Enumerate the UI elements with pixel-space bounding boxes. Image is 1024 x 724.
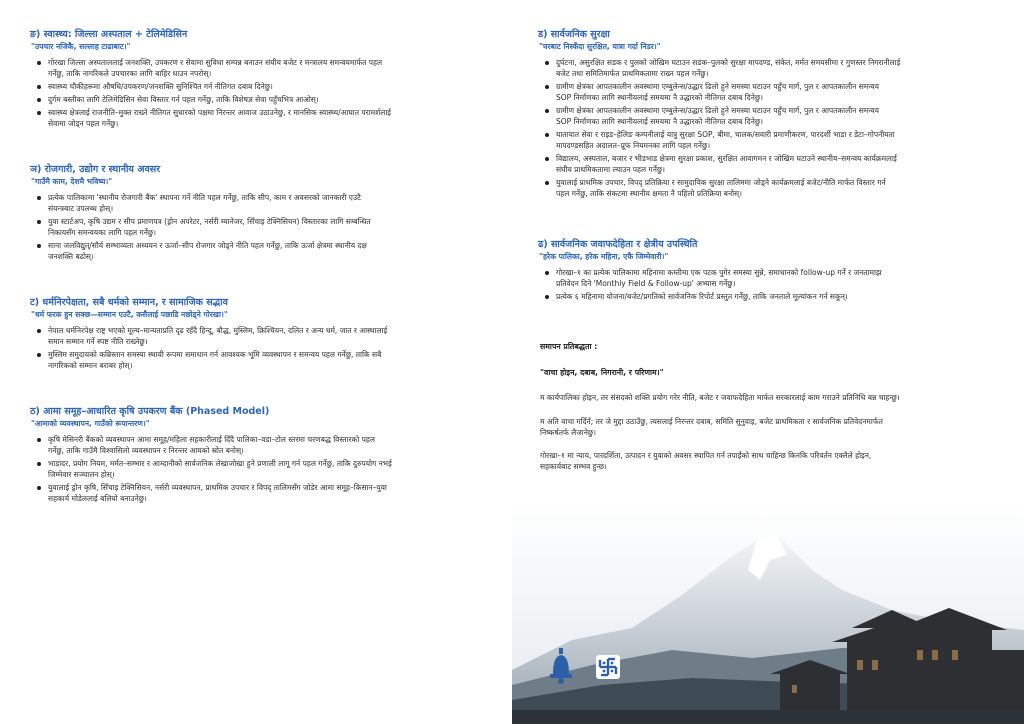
bullet-dot-icon (37, 244, 41, 248)
bullet-line: संयन्त्रबाट उपलब्ध होस्। (48, 204, 114, 213)
bullet-line: जिम्मेवार सञ्चालन होस्। (48, 470, 115, 479)
bullet-item (538, 129, 1008, 151)
paragraph-line: म अति वाचा गर्दिनँ; तर जे मुद्दा उठाउँछु, त्यसलाई निरन्तर दबाब, समिति सुनुवाइ, बजेट प्राथमिकता र सार्वजनिक प्रतिवेदनमार्फत (540, 417, 883, 426)
section-title: ड) सार्वजनिक सुरक्षा (538, 29, 610, 40)
commitment-heading: समापन प्रतिबद्धता : (540, 342, 598, 351)
section-title: ठ) आमा समूह–आधारित कृषि उपकरण बैंक (Phased Model) (30, 406, 270, 417)
bullet-item (30, 216, 490, 238)
bullet-item (30, 94, 490, 105)
paragraph-line: निष्कर्षतर्फ लैजानेछु। (540, 428, 596, 437)
bullet-item (30, 192, 490, 214)
bullet-dot-icon (545, 85, 549, 89)
swastika-icon (596, 655, 620, 679)
bullet-item (30, 434, 490, 456)
bullet-list (30, 192, 490, 262)
bullet-line: SOP निर्माणका लागि स्थानीयलाई समयमा नै उद्धारको नीतिगत दबाब दिनेछु। (556, 117, 763, 126)
commitment-paragraph (540, 416, 1006, 438)
bullet-line: समान सम्मान गर्ने स्पष्ट नीति राख्नेछु। (48, 337, 148, 346)
bullet-list (30, 57, 490, 129)
bullet-item (538, 81, 1008, 103)
section-employment (30, 163, 490, 264)
bullet-line: युवालाई ड्रोन कृषि, सिँचाइ टेक्निसियन, नर्सरी व्यवस्थापन, प्राथमिक उपचार र विपद् तालिमसँग जोडेर आमा समूह–किसान–युवा (48, 483, 387, 492)
bullet-line: युवा स्टार्टअप, कृषि उद्यम र सीप प्रमाणपत्र (ड्रोन अपरेटर, नर्सरी म्यानेजर, सिँचाइ टेक्निसियन) विस्तारका लागि सम्बन्धित (48, 217, 371, 226)
bullet-dot-icon (545, 157, 549, 161)
bullet-dot-icon (545, 295, 549, 299)
bullet-dot-icon (37, 61, 41, 65)
section-title: ञ) रोजगारी, उद्योग र स्थानीय अवसर (30, 164, 161, 175)
bullet-line: नेपाल धर्मनिरपेक्ष राष्ट्र भएको मूल्य–मान्यताप्रति दृढ रहँदै हिन्दू, बौद्ध, मुस्लिम, क्रिश्चियन, दलित र अन्य धर्म, जात र आस्थालाई (48, 326, 388, 335)
bullet-item (538, 153, 1008, 175)
bullet-line: गोरखा–१ का प्रत्येक पालिकामा महिनामा कम्तीमा एक पटक पुगेर समस्या सुन्ने, समाधानको follow-up गर्ने र जनतामाझ (556, 268, 882, 277)
commitment-quote: "वाचा होइन, दबाब, निगरानी, र परिणाम।" (540, 368, 664, 377)
bullet-line: SOP निर्माणका लागि स्थानीयलाई समयमा नै उद्धारको नीतिगत दबाब दिनेछु। (556, 93, 763, 102)
section-slogan: "धर्म फरक हुन सक्छ—सम्मान एउटै, कसैलाई पछाडि नछोड्ने गोरखा।" (31, 310, 228, 319)
bullet-line: युवालाई प्राथमिक उपचार, विपद् प्रतिक्रिया र सामुदायिक सुरक्षा तालिममा जोड्ने कार्यक्रमलाई बजेट/नीति मार्फत विस्तार गर्न (556, 178, 886, 187)
bullet-line: मुस्लिम समुदायको कब्रिस्तान समस्या स्थायी रूपमा समाधान गर्न आवश्यक भूमि व्यवस्थापन र समन्वय पहल गर्नेछु, ताकि सबै (48, 350, 382, 359)
bullet-item (30, 240, 490, 262)
bullet-line: प्रतिवेदन दिने 'Monthly Field & Follow-up' अभ्यास गर्नेछु। (556, 279, 736, 288)
bullet-dot-icon (545, 181, 549, 185)
bullet-line: निकायसँग समन्वयका लागि पहल गर्नेछु। (48, 228, 157, 237)
bullet-dot-icon (37, 353, 41, 357)
bullet-line: गर्नेछु, ताकि गाउँमै विश्वासिलो व्यवस्थापन र निरन्तर आयको स्रोत बनोस्। (48, 446, 244, 455)
bullet-dot-icon (37, 85, 41, 89)
bullet-list (538, 57, 1008, 199)
bullet-line: सहकार्य मोडेललाई बलियो बनाउनेछु। (48, 494, 147, 503)
bullet-line: गोरखा जिल्ला अस्पताललाई जनशक्ति, उपकरण र सेवामा सुविधा सम्पन्न बनाउन संघीय बजेट र मन्त्रालय समन्वयमार्फत पहल (48, 58, 383, 67)
bullet-dot-icon (545, 61, 549, 65)
bullet-line: साना जलविद्युत्/सौर्य सम्भाव्यता अध्ययन र ऊर्जा–सीप रोजगार जोड्ने नीति पहल गर्नेछु, ताकि ऊर्जा क्षेत्रमा स्थानीय दक्ष (48, 241, 367, 250)
bullet-item (30, 349, 490, 371)
bullet-line: प्रत्येक पालिकामा 'स्थानीय रोजगारी बैंक' स्थापना गर्ने नीति पहल गर्नेछु, ताकि सीप, काम र अवसरको जानकारी एउटै (48, 193, 361, 202)
paragraph-line: गोरखा–१ मा न्याय, पारदर्शिता, उत्पादन र युवाको अवसर स्थापित गर्न तपाईंको साथ चाहिन्छ किनकि परिवर्तन एक्लैले होइन, (540, 451, 872, 460)
bullet-line: ग्रामीण क्षेत्रका आपतकालीन अवस्थामा एम्बुलेन्स/उद्धार ढिलो हुने समस्या घटाउन पहुँच मार्ग, पुल र आपतकालीन समन्वय (556, 82, 880, 91)
bullet-line: जनशक्ति बढोस्। (48, 252, 94, 261)
bullet-line: स्वास्थ्य क्षेत्रलाई राजनीति–मुक्त राख्ने नीतिगत सुधारको पक्षमा निरन्तर आवाज उठाउनेछु, र मानसिक स्वास्थ्य/आघात परामर्शलाई (48, 108, 391, 117)
bullet-item (30, 458, 490, 480)
section-title: ङ) स्वास्थ्य: जिल्ला अस्पताल + टेलिमेडिसिन (30, 29, 188, 40)
paragraph-line: सहकार्यबाट सम्भव हुन्छ। (540, 462, 607, 471)
bullet-line: संघीय प्राथमिकतामा ल्याउन पहल गर्नेछु। (556, 165, 665, 174)
section-slogan: "घरबाट निस्कँदा सुरक्षित, यात्रा गर्दा निडर।" (539, 42, 661, 51)
bullet-item (538, 291, 1008, 302)
bullet-item (30, 107, 490, 129)
bullet-line: प्रत्येक ६ महिनामा योजना/बजेट/प्रगतिको सार्वजनिक रिपोर्ट प्रस्तुत गर्नेछु, ताकि जनताले मूल्यांकन गर्न सकून्। (556, 292, 848, 301)
section-title: ट) धर्मनिरपेक्षता, सबै धर्मको सम्मान, र सामाजिक सद्भाव (30, 297, 228, 308)
commitment-paragraph (540, 450, 1006, 472)
bullet-line: नागरिकको सम्मान बराबर होस्। (48, 361, 133, 370)
bullet-line: दुर्गम बस्तीका लागि टेलिमेडिसिन सेवा विस्तार गर्न पहल गर्नेछु, ताकि विशेषज्ञ सेवा पहुँचभित्र आओस्। (48, 95, 319, 104)
bullet-line: पहल गर्नेछु, ताकि संकटमा स्थानीय क्षमता नै पहिलो प्रतिक्रिया बनोस्। (556, 189, 742, 198)
bullet-list (30, 325, 490, 371)
bullet-item (538, 267, 1008, 289)
mountain-temple-illustration (512, 500, 1024, 724)
section-slogan: "हरेक पालिका, हरेक महिना, एकै जिम्मेवारी।" (539, 252, 669, 261)
bullet-line: ग्रामीण क्षेत्रका आपतकालीन अवस्थामा एम्बुलेन्स/उद्धार ढिलो हुने समस्या घटाउन पहुँच मार्ग, पुल र आपतकालीन समन्वय (556, 106, 880, 115)
section-slogan: "आमाको व्यवस्थापन, गाउँको रूपान्तरण।" (31, 419, 150, 428)
section-secularism (30, 296, 490, 373)
bullet-item (538, 177, 1008, 199)
bullet-dot-icon (37, 486, 41, 490)
bullet-line: भाडादर, प्रयोग नियम, मर्मत–सम्भार र आम्दानीको सार्वजनिक लेखाजोखा हुने प्रणाली लागू गर्न पहल गर्नेछु, ताकि दुरुपयोग नभई (48, 459, 392, 468)
bullet-line: गर्नेछु, ताकि नागरिकले उपचारका लागि बाहिर धाउन नपरोस्। (48, 69, 212, 78)
bell-icon (548, 648, 574, 688)
bullet-dot-icon (37, 462, 41, 466)
bullet-dot-icon (37, 438, 41, 442)
section-slogan: "गाउँमै काम, देशमै भविष्य।" (31, 177, 113, 186)
bullet-dot-icon (545, 109, 549, 113)
bullet-line: बजेट तथा समितिमार्फत प्राथमिकतामा राख्न पहल गर्नेछु। (556, 69, 709, 78)
bullet-item (30, 81, 490, 92)
closing-commitment (540, 342, 1006, 472)
section-public-safety (538, 28, 1008, 201)
bullet-item (538, 105, 1008, 127)
bullet-dot-icon (37, 98, 41, 102)
bullet-list (538, 267, 1008, 302)
bullet-item (30, 482, 490, 504)
bullet-line: दुर्घटना, असुरक्षित सडक र पुलको जोखिम घटाउन सडक–पुलको सुरक्षा मापदण्ड, संकेत, मर्मत समयसीमा र गुणस्तर निगरानीलाई (556, 58, 901, 67)
bullet-line: स्वास्थ्य चौकीहरूमा औषधि/उपकरण/जनशक्ति सुनिश्चित गर्न नीतिगत दबाब दिनेछु। (48, 82, 273, 91)
bullet-item (538, 57, 1008, 79)
bullet-list (30, 434, 490, 504)
commitment-paragraph: म कार्यपालिका होइन, तर संसदको शक्ति प्रयोग गरेर नीति, बजेट र जवाफदेहिता मार्फत सरकारलाई काम गराउने प्रतिनिधि बन्न चाहन्छु। (540, 393, 900, 402)
bullet-line: सेवामा जोड्न पहल गर्नेछु। (48, 119, 119, 128)
bullet-dot-icon (37, 111, 41, 115)
bullet-dot-icon (37, 196, 41, 200)
section-agri-bank (30, 405, 490, 506)
bullet-item (30, 325, 490, 347)
section-slogan: "उपचार नजिकै, सल्लाह टाढाबाट।" (31, 42, 131, 51)
section-title: ढ) सार्वजनिक जवाफदेहिता र क्षेत्रीय उपस्थिति (538, 239, 698, 250)
bullet-item (30, 57, 490, 79)
bullet-dot-icon (545, 271, 549, 275)
bullet-dot-icon (37, 329, 41, 333)
bullet-line: यातायात सेवा र राइड–हेलिङ कम्पनीलाई यात्रु सुरक्षा SOP, बीमा, चालक/सवारी प्रमाणीकरण, पारदर्शी भाडा र डेटा–गोपनीयता (556, 130, 895, 139)
bullet-line: मापदण्डसहित अदालत–प्रूफ नियमनका लागि पहल गर्नेछु। (556, 141, 711, 150)
section-accountability (538, 238, 1008, 304)
bullet-dot-icon (545, 133, 549, 137)
bullet-line: कृषि मेसिनरी बैंकको व्यवस्थापन आमा समूह/महिला सहकारीलाई दिँदै पालिका–वडा–टोल स्तरमा चरणबद्ध विस्तारको पहल (48, 435, 375, 444)
bullet-dot-icon (37, 220, 41, 224)
section-health (30, 28, 490, 131)
bullet-line: विद्यालय, अस्पताल, बजार र भीडभाड क्षेत्रमा सुरक्षा प्रकाश, सुरक्षित आवागमन र जोखिम घटाउने स्थानीय–समन्वय कार्यक्रमलाई (556, 154, 897, 163)
